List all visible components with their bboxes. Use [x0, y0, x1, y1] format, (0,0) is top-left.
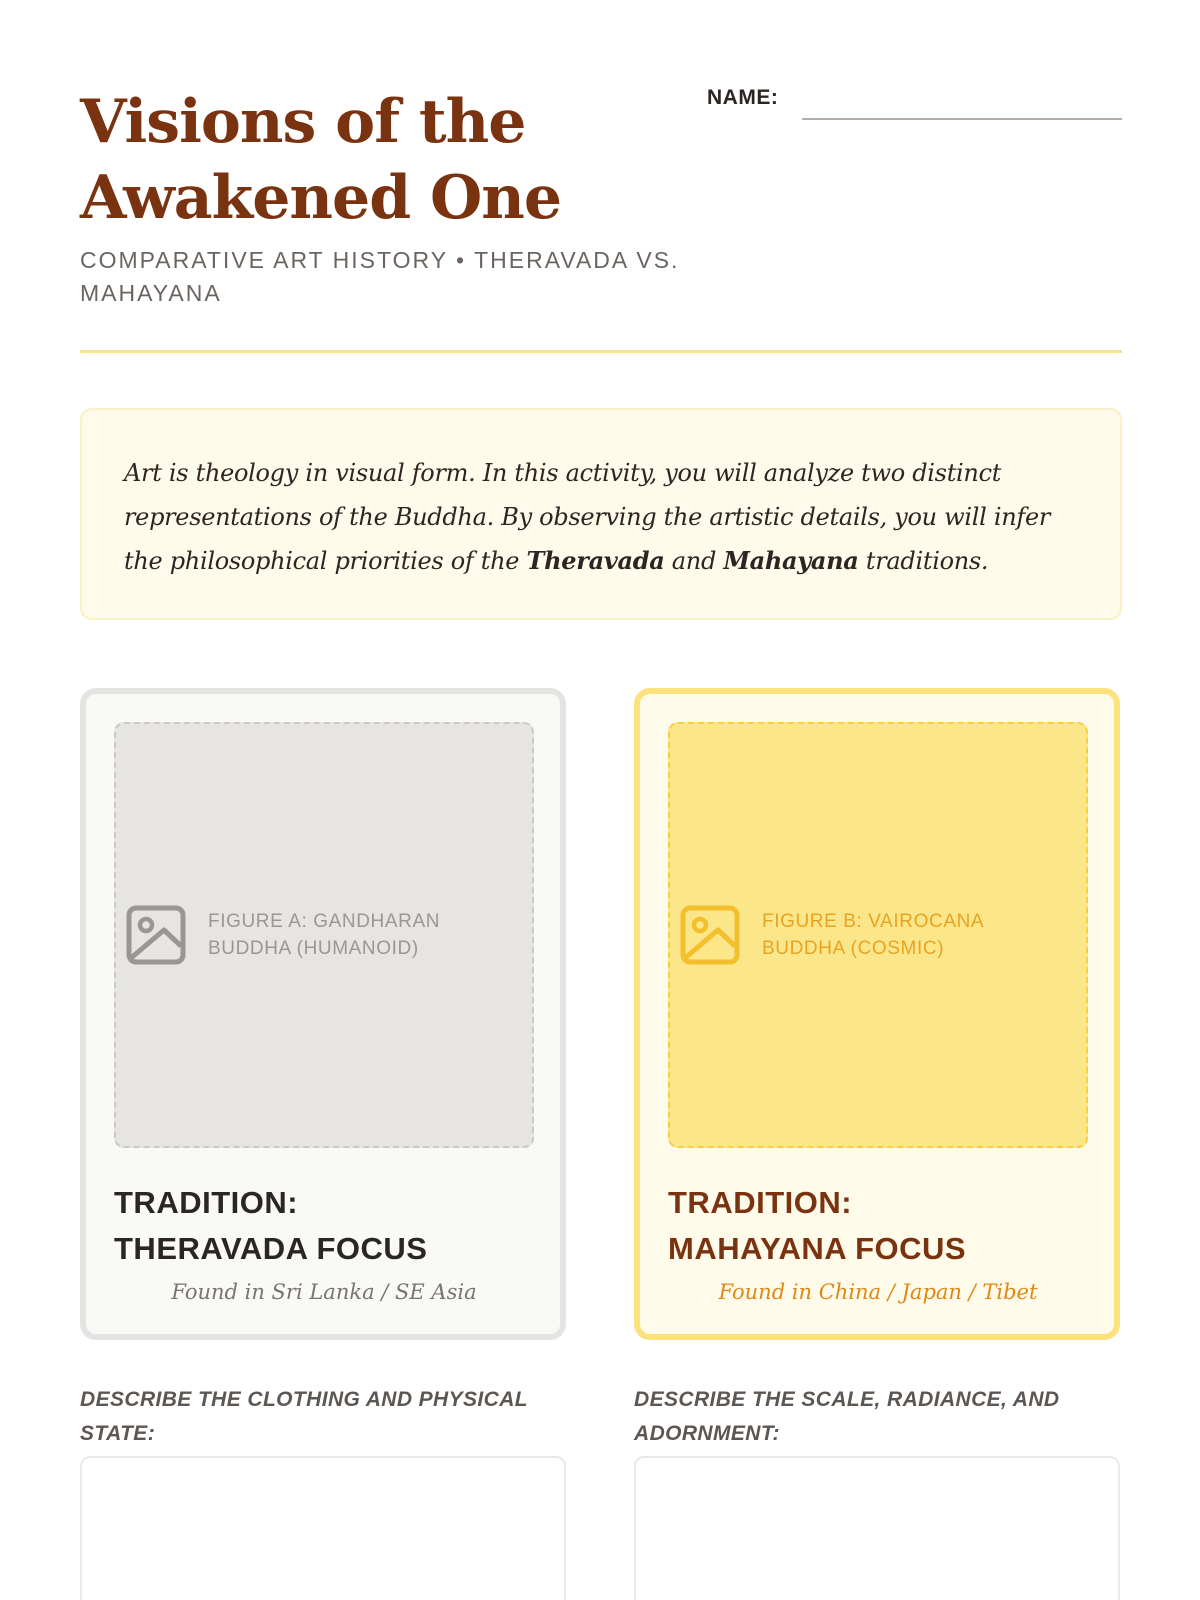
figure-a-caption: FIGURE A: GANDHARAN BUDDHA (HUMANOID)	[208, 911, 441, 959]
image-icon	[678, 903, 742, 967]
term-mahayana: Mahayana	[723, 546, 859, 575]
page-title	[80, 84, 640, 236]
title-line-1: Visions of the	[80, 87, 526, 157]
title-line-2: Awakened One	[80, 163, 562, 233]
answer-box-clothing[interactable]	[80, 1456, 566, 1600]
term-theravada: Theravada	[526, 546, 665, 575]
tradition-heading-b: TRADITION: MAHAYANA FOCUS	[668, 1185, 967, 1266]
intro-callout	[80, 408, 1122, 620]
answer-box-scale[interactable]	[634, 1456, 1120, 1600]
figure-b-caption: FIGURE B: VAIROCANA BUDDHA (COSMIC)	[762, 911, 984, 959]
name-label: NAME:	[707, 86, 779, 109]
origin-b: Found in China / Japan / Tibet	[718, 1280, 1038, 1304]
tradition-heading-a: TRADITION: THERAVADA FOCUS	[114, 1185, 428, 1266]
figure-card-mahayana	[634, 688, 1120, 1340]
intro-text: Art is theology in visual form. In this activity, you will analyze two distinct representations of the Buddha. By observing the artistic details, you will infer the philosophical priorities of the Theravada and Mahayana traditions.	[124, 459, 1051, 575]
header-divider	[80, 350, 1122, 353]
figure-card-theravada	[80, 688, 566, 1340]
name-field[interactable]	[802, 118, 1122, 120]
figure-a-placeholder	[114, 722, 534, 1148]
prompt-scale: DESCRIBE THE SCALE, RADIANCE, AND ADORNMENT:	[634, 1388, 1060, 1445]
prompt-clothing: DESCRIBE THE CLOTHING AND PHYSICAL STATE:	[80, 1388, 528, 1445]
page-subtitle: COMPARATIVE ART HISTORY • THERAVADA VS. MAHAYANA	[80, 247, 680, 306]
origin-a: Found in Sri Lanka / SE Asia	[171, 1280, 477, 1304]
figure-b-placeholder	[668, 722, 1088, 1148]
image-icon	[124, 903, 188, 967]
